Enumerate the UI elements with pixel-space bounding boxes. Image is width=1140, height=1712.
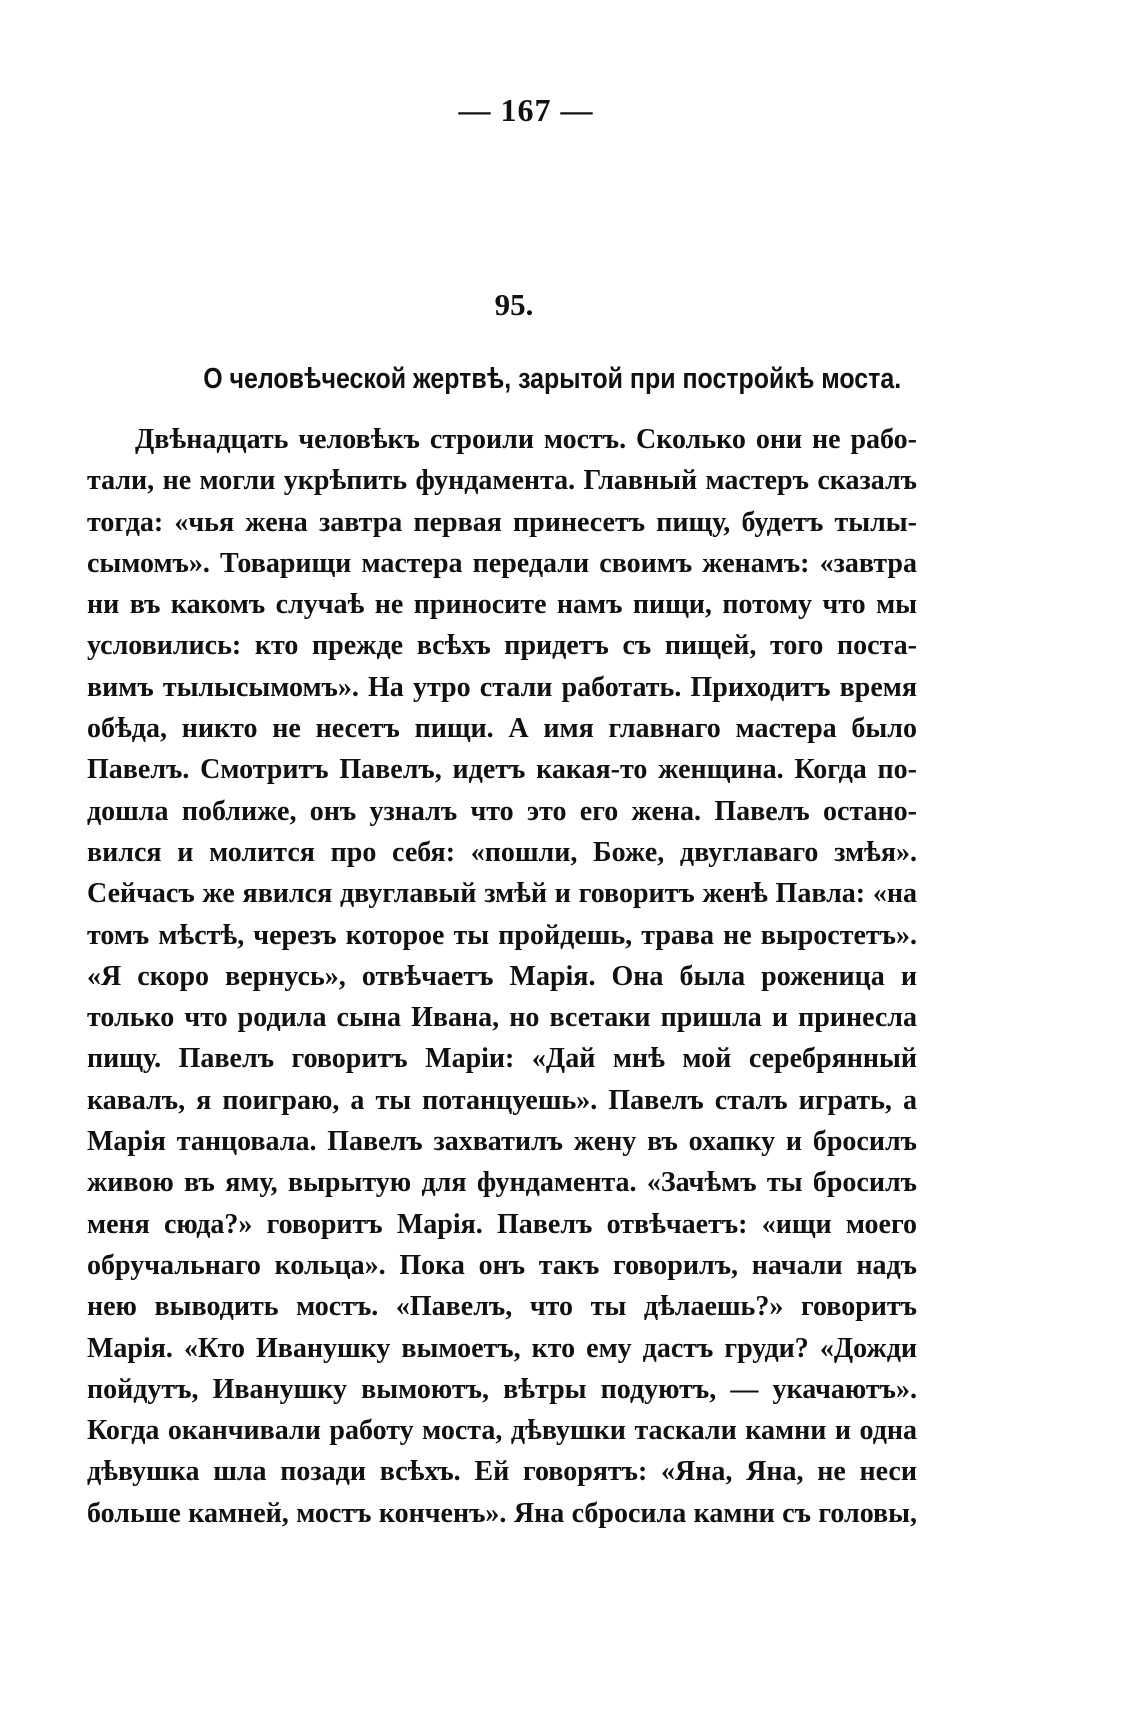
- text-line: дѣвушка шла позади всѣхъ. Ей говорятъ: «Яна, Яна, не неси: [87, 1456, 917, 1488]
- text-line: томъ мѣстѣ, черезъ которое ты пройдешь, трава не выростетъ».: [87, 919, 917, 951]
- text-line: вимъ тылысымомъ». На утро стали работать. Приходитъ время: [87, 671, 917, 703]
- text-line: пищу. Павелъ говоритъ Маріи: «Дай мнѣ мой серебрянный: [87, 1043, 917, 1075]
- text-line: живою въ яму, вырытую для фундамента. «Зачѣмъ ты бросилъ: [87, 1167, 917, 1199]
- text-line: Марія. «Кто Иванушку вымоетъ, кто ему дастъ груди? «Дожди: [87, 1332, 917, 1364]
- text-line: тогда: «чья жена завтра первая принесетъ пищу, будетъ тылы-: [87, 506, 917, 538]
- text-line: Павелъ. Смотритъ Павелъ, идетъ какая-то женщина. Когда по-: [87, 754, 917, 786]
- text-line: Когда оканчивали работу моста, дѣвушки таскали камни и одна: [87, 1415, 917, 1447]
- text-line: кавалъ, я поиграю, а ты потанцуешь». Павелъ сталъ играть, а: [87, 1084, 917, 1116]
- text-line: Двѣнадцать человѣкъ строили мостъ. Сколько они не рабо-: [135, 424, 917, 455]
- text-line: Сейчасъ же явился двуглавый змѣй и говоритъ женѣ Павла: «на: [87, 878, 917, 910]
- text-line: обручальнаго кольца». Пока онъ такъ говорилъ, начали надъ: [87, 1249, 917, 1281]
- text-line: тали, не могли укрѣпить фундамента. Главный мастеръ сказалъ: [87, 465, 917, 497]
- section-title: О человѣческой жертвѣ, зарытой при постройкѣ моста.: [203, 363, 902, 395]
- text-line: нею выводить мостъ. «Павелъ, что ты дѣлаешь?» говоритъ: [87, 1291, 917, 1323]
- section-number: 95.: [494, 287, 534, 322]
- text-line: дошла поближе, онъ узналъ что это его жена. Павелъ остано-: [87, 795, 917, 827]
- text-line: вился и молится про себя: «пошли, Боже, двуглаваго змѣя».: [87, 836, 917, 868]
- text-line: условились: кто прежде всѣхъ придетъ съ пищей, того поста-: [87, 630, 917, 662]
- page-number: — 167 —: [458, 92, 594, 128]
- text-line: только что родила сына Ивана, но всетаки пришла и принесла: [87, 1002, 917, 1034]
- text-line: меня сюда?» говоритъ Марія. Павелъ отвѣчаетъ: «ищи моего: [87, 1208, 917, 1240]
- body-text: [87, 419, 917, 1534]
- text-line: сымомъ». Товарищи мастера передали своимъ женамъ: «завтра: [87, 547, 917, 579]
- text-line: больше камней, мостъ конченъ». Яна сбросила камни съ головы,: [87, 1497, 917, 1529]
- text-line: обѣда, никто не несетъ пищи. А имя главнаго мастера было: [87, 713, 917, 745]
- text-line: Марія танцовала. Павелъ захватилъ жену въ охапку и бросилъ: [87, 1126, 917, 1158]
- text-line: пойдутъ, Иванушку вымоютъ, вѣтры подуютъ, — укачаютъ».: [87, 1373, 917, 1405]
- text-line: ни въ какомъ случаѣ не приносите намъ пищи, потому что мы: [87, 589, 917, 621]
- text-line: «Я скоро вернусь», отвѣчаетъ Марія. Она была роженица и: [87, 960, 917, 992]
